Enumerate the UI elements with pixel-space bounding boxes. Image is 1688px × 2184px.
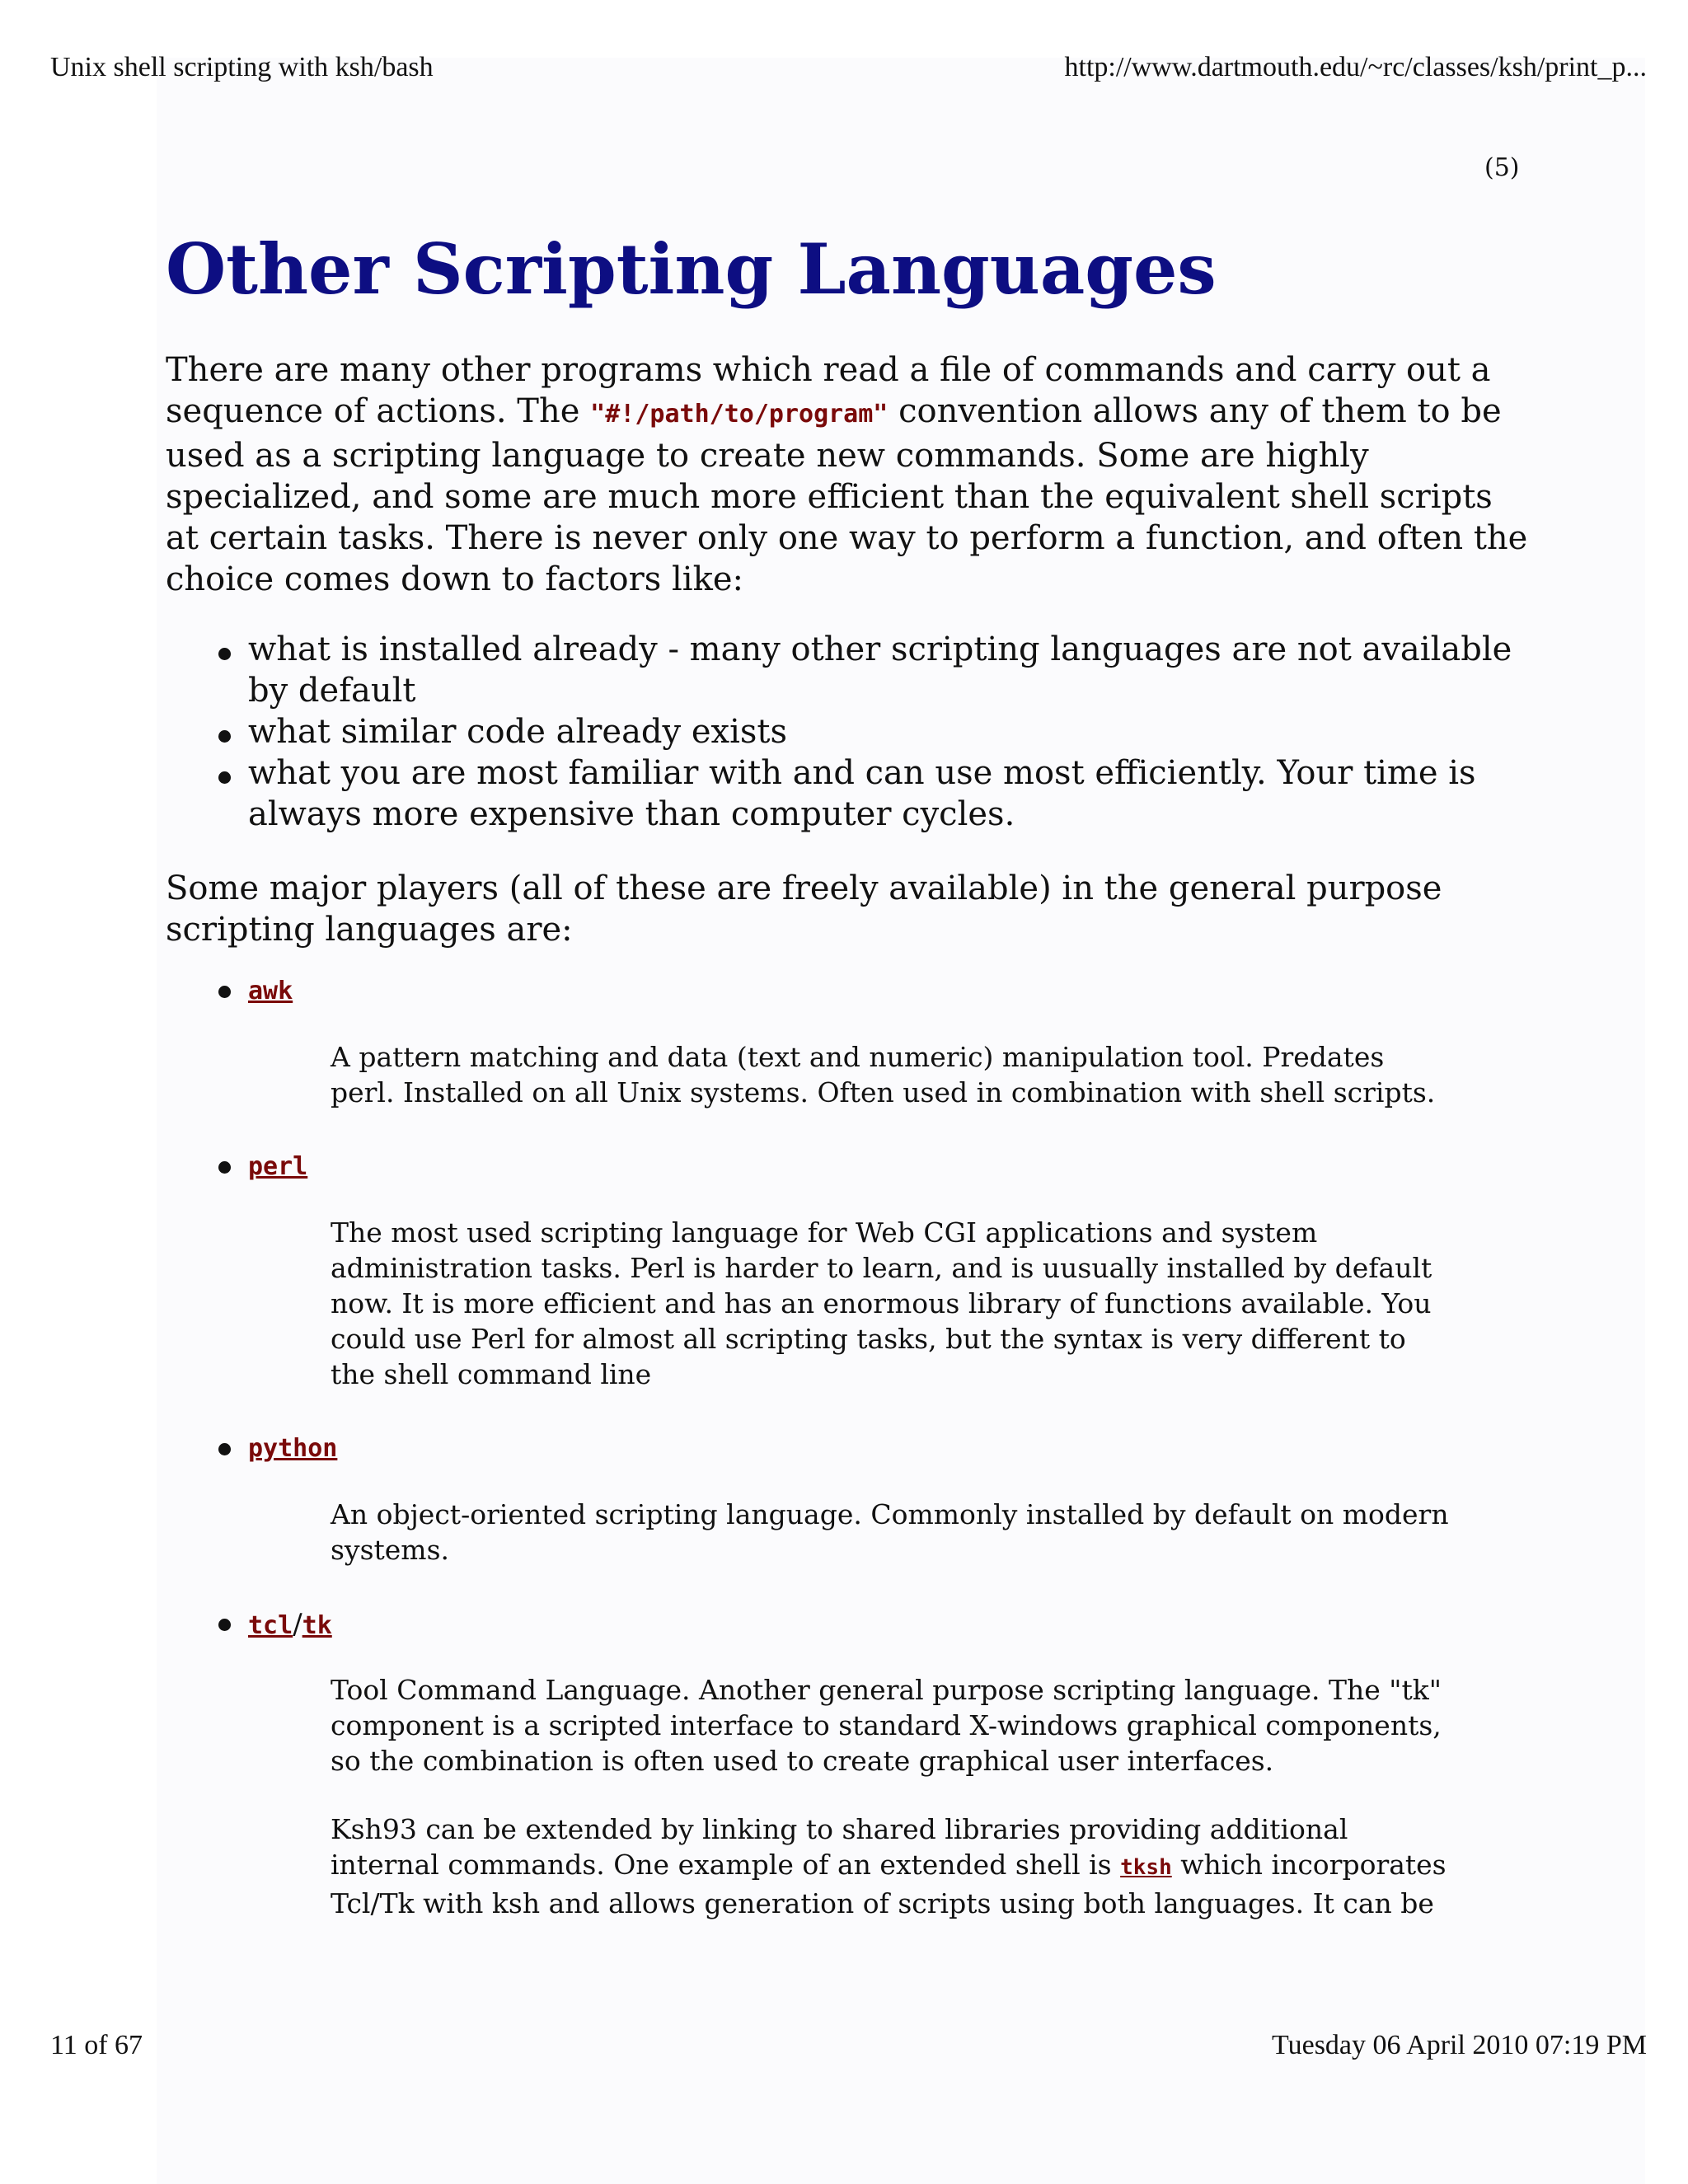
list-item xyxy=(166,1146,1534,1392)
ksh93-text-end: which incorporates Tcl/Tk with ksh and allows generation of scripts using both languages. It can be xyxy=(331,1849,1447,1919)
page-title: Other Scripting Languages xyxy=(166,228,1217,310)
ksh93-text-start: Ksh93 can be extended by linking to shared libraries providing additional internal commands. One example of an extended shell is xyxy=(331,1813,1348,1881)
bullet-icon xyxy=(218,1161,231,1174)
factors-list xyxy=(166,629,1534,835)
list-item xyxy=(166,1428,1534,1568)
list-item xyxy=(166,971,1534,1110)
list-item xyxy=(166,629,1534,711)
factor-text: what you are most familiar with and can use most efficiently. Your time is always more expensive than computer cycles. xyxy=(248,754,1476,833)
slash-separator: / xyxy=(293,1608,302,1641)
language-description: An object-oriented scripting language. Commonly installed by default on modern systems. xyxy=(331,1498,1449,1566)
tk-link[interactable]: tk xyxy=(302,1611,332,1640)
list-item xyxy=(166,752,1534,835)
shebang-code: "#!/path/to/program" xyxy=(590,400,889,429)
print-timestamp: Tuesday 06 April 2010 07:19 PM xyxy=(1272,2030,1647,2060)
page-counter: 11 of 67 xyxy=(50,2030,143,2060)
language-heading xyxy=(166,1146,1534,1188)
tksh-link[interactable]: tksh xyxy=(1120,1855,1172,1880)
languages-list xyxy=(166,971,1534,1921)
language-heading xyxy=(166,1604,1534,1645)
intro-text-start: There are many other programs which read a file of commands and carry out a sequence of actions. The xyxy=(166,351,1491,430)
main-content xyxy=(166,223,1534,1921)
language-heading xyxy=(166,971,1534,1012)
bullet-icon xyxy=(218,771,231,784)
bullet-icon xyxy=(218,1443,231,1455)
language-heading xyxy=(166,1428,1534,1469)
tcl-link[interactable]: tcl xyxy=(248,1611,293,1640)
awk-link[interactable]: awk xyxy=(248,977,293,1005)
section-number: (5) xyxy=(1484,153,1520,182)
python-link[interactable]: python xyxy=(248,1434,338,1463)
bullet-icon xyxy=(218,986,231,998)
print-header-url: http://www.dartmouth.edu/~rc/classes/ksh/print_p... xyxy=(1064,52,1647,82)
players-intro: Some major players (all of these are freely available) in the general purpose scripting languages are: xyxy=(166,869,1442,949)
bullet-icon xyxy=(218,1619,231,1631)
language-description: Tool Command Language. Another general purpose scripting language. The "tk" component is a scripted interface to standard X-windows graphical components, so the combination is often used to create graphical user interfaces. xyxy=(331,1674,1442,1777)
list-item xyxy=(166,1604,1534,1921)
list-item xyxy=(166,711,1534,752)
intro-paragraph xyxy=(166,349,1534,600)
bullet-icon xyxy=(218,648,231,660)
factor-text: what similar code already exists xyxy=(248,713,787,751)
bullet-icon xyxy=(218,730,231,743)
language-description: The most used scripting language for Web CGI applications and system administration tasks. Perl is harder to learn, and is uusually installed by default now. It is more efficient and has an enormous library of functions available. You could use Perl for almost all scripting tasks, but the syntax is very different to the shell command line xyxy=(331,1216,1432,1390)
print-header-title: Unix shell scripting with ksh/bash xyxy=(50,52,434,82)
perl-link[interactable]: perl xyxy=(248,1152,308,1181)
language-description: A pattern matching and data (text and numeric) manipulation tool. Predates perl. Installed on all Unix systems. Often used in combination with shell scripts. xyxy=(331,1041,1436,1108)
intro-text-end: convention allows any of them to be used as a scripting language to create new commands. Some are highly specialized, and some are much more efficient than the equivalent shell scripts at certain tasks. There is never only one way to perform a function, and often the choice comes down to factors like: xyxy=(166,392,1528,598)
ksh93-paragraph xyxy=(331,1811,1451,1921)
factor-text: what is installed already - many other scripting languages are not available by default xyxy=(248,630,1512,710)
